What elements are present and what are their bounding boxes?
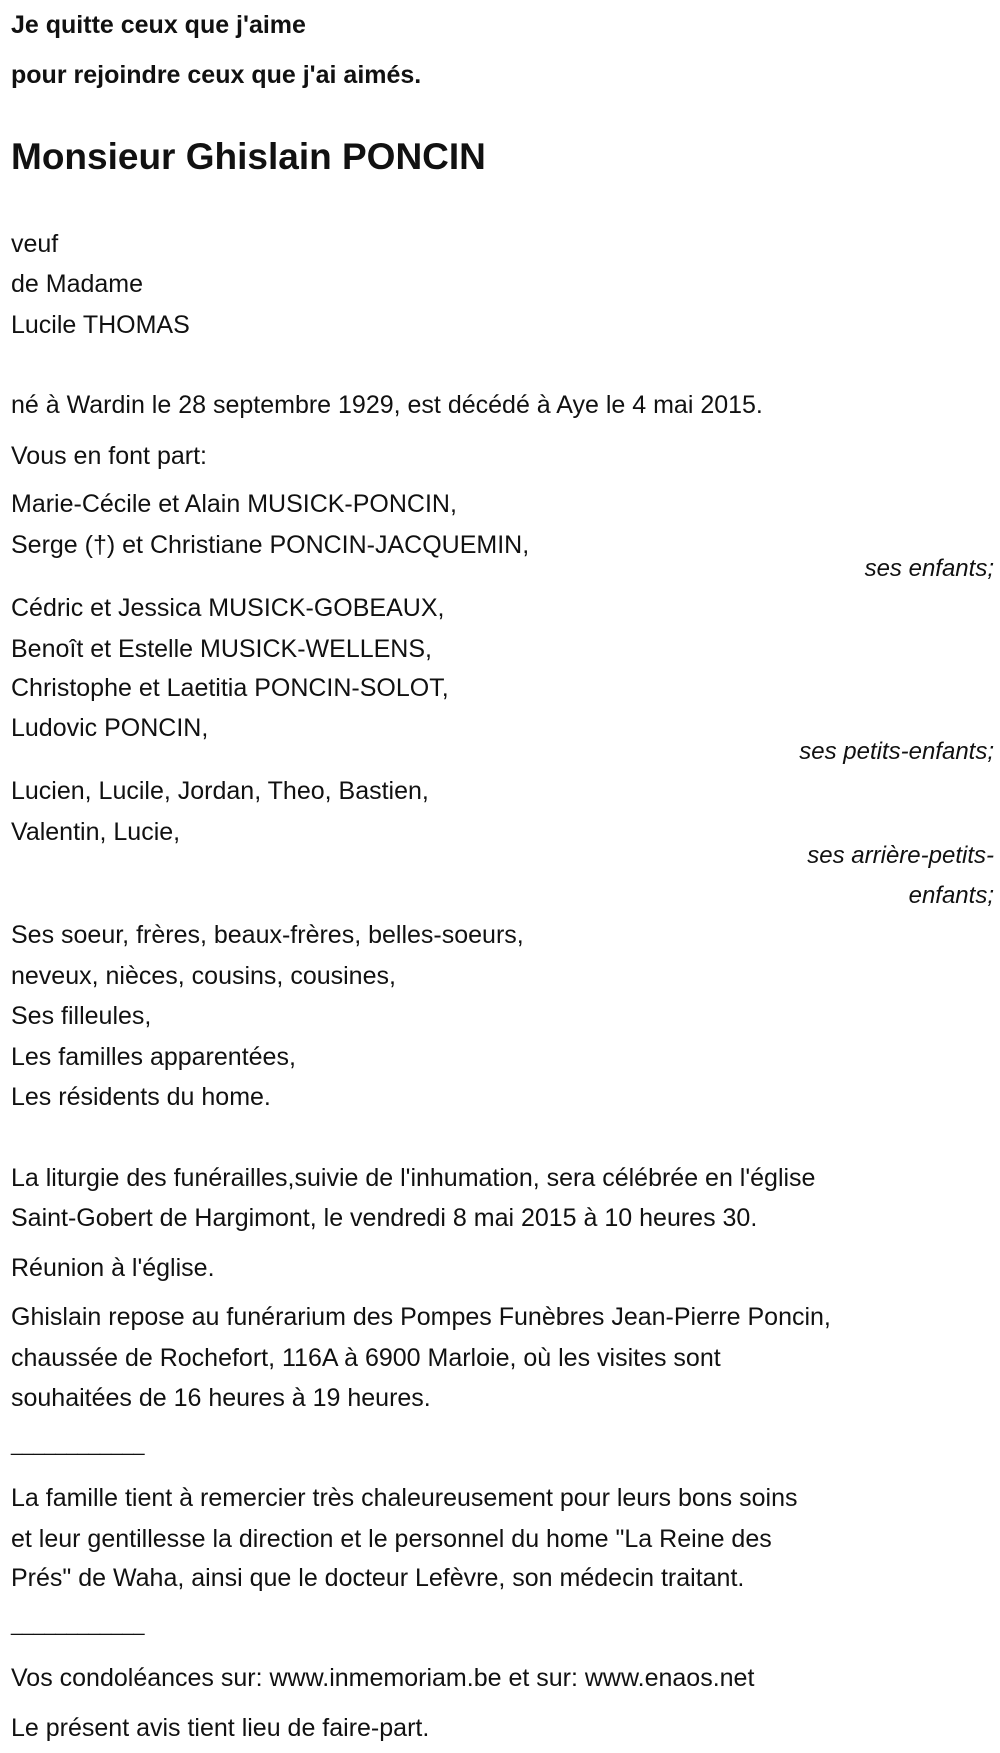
relatives-line: neveux, nièces, cousins, cousines, <box>11 962 396 990</box>
rest-line: chaussée de Rochefort, 116A à 6900 Marloie, où les visites sont <box>11 1344 721 1372</box>
rest-line: Ghislain repose au funérarium des Pompes Funèbres Jean-Pierre Poncin, <box>11 1303 831 1331</box>
great-grandchildren-label: enfants; <box>908 882 994 909</box>
liturgy-line: La liturgie des funérailles,suivie de l'inhumation, sera célébrée en l'église <box>11 1164 816 1192</box>
liturgy-line: Saint-Gobert de Hargimont, le vendredi 8 mai 2015 à 10 heures 30. <box>11 1204 758 1232</box>
deceased-name: Monsieur Ghislain PONCIN <box>11 136 486 177</box>
thanks-line: Prés" de Waha, ainsi que le docteur Lefèvre, son médecin traitant. <box>11 1564 745 1592</box>
grandchildren-label: ses petits-enfants; <box>799 738 994 765</box>
epigraph-line: Je quitte ceux que j'aime <box>11 11 306 39</box>
relatives-line: Ses filleules, <box>11 1002 152 1030</box>
separator: ____________ <box>11 1614 145 1636</box>
meeting: Réunion à l'église. <box>11 1254 215 1282</box>
children-label: ses enfants; <box>864 555 994 582</box>
rest-line: souhaitées de 16 heures à 19 heures. <box>11 1384 431 1412</box>
epigraph-line: pour rejoindre ceux que j'ai aimés. <box>11 61 422 89</box>
condolences: Vos condoléances sur: www.inmemoriam.be et sur: www.enaos.net <box>11 1664 755 1692</box>
relatives-line: Ses soeur, frères, beaux-frères, belles-soeurs, <box>11 921 524 949</box>
thanks-line: et leur gentillesse la direction et le personnel du home "La Reine des <box>11 1525 772 1553</box>
thanks-line: La famille tient à remercier très chaleureusement pour leurs bons soins <box>11 1484 798 1512</box>
closing-note: Le présent avis tient lieu de faire-part. <box>11 1714 430 1742</box>
intro: Vous en font part: <box>11 442 207 470</box>
great-grandchild-line: Valentin, Lucie, <box>11 818 181 846</box>
spouse-line: de Madame <box>11 270 144 298</box>
great-grandchild-line: Lucien, Lucile, Jordan, Theo, Bastien, <box>11 777 429 805</box>
spouse-line: veuf <box>11 230 59 258</box>
grandchild-line: Cédric et Jessica MUSICK-GOBEAUX, <box>11 594 445 622</box>
separator: ____________ <box>11 1434 145 1456</box>
birth-death: né à Wardin le 28 septembre 1929, est décédé à Aye le 4 mai 2015. <box>11 391 763 419</box>
child-line: Serge (†) et Christiane PONCIN-JACQUEMIN, <box>11 531 530 559</box>
relatives-line: Les résidents du home. <box>11 1083 271 1111</box>
grandchild-line: Benoît et Estelle MUSICK-WELLENS, <box>11 635 432 663</box>
spouse-line: Lucile THOMAS <box>11 311 190 339</box>
grandchild-line: Christophe et Laetitia PONCIN-SOLOT, <box>11 674 449 702</box>
child-line: Marie-Cécile et Alain MUSICK-PONCIN, <box>11 490 457 518</box>
relatives-line: Les familles apparentées, <box>11 1043 296 1071</box>
grandchild-line: Ludovic PONCIN, <box>11 714 209 742</box>
great-grandchildren-label: ses arrière-petits- <box>807 842 994 869</box>
